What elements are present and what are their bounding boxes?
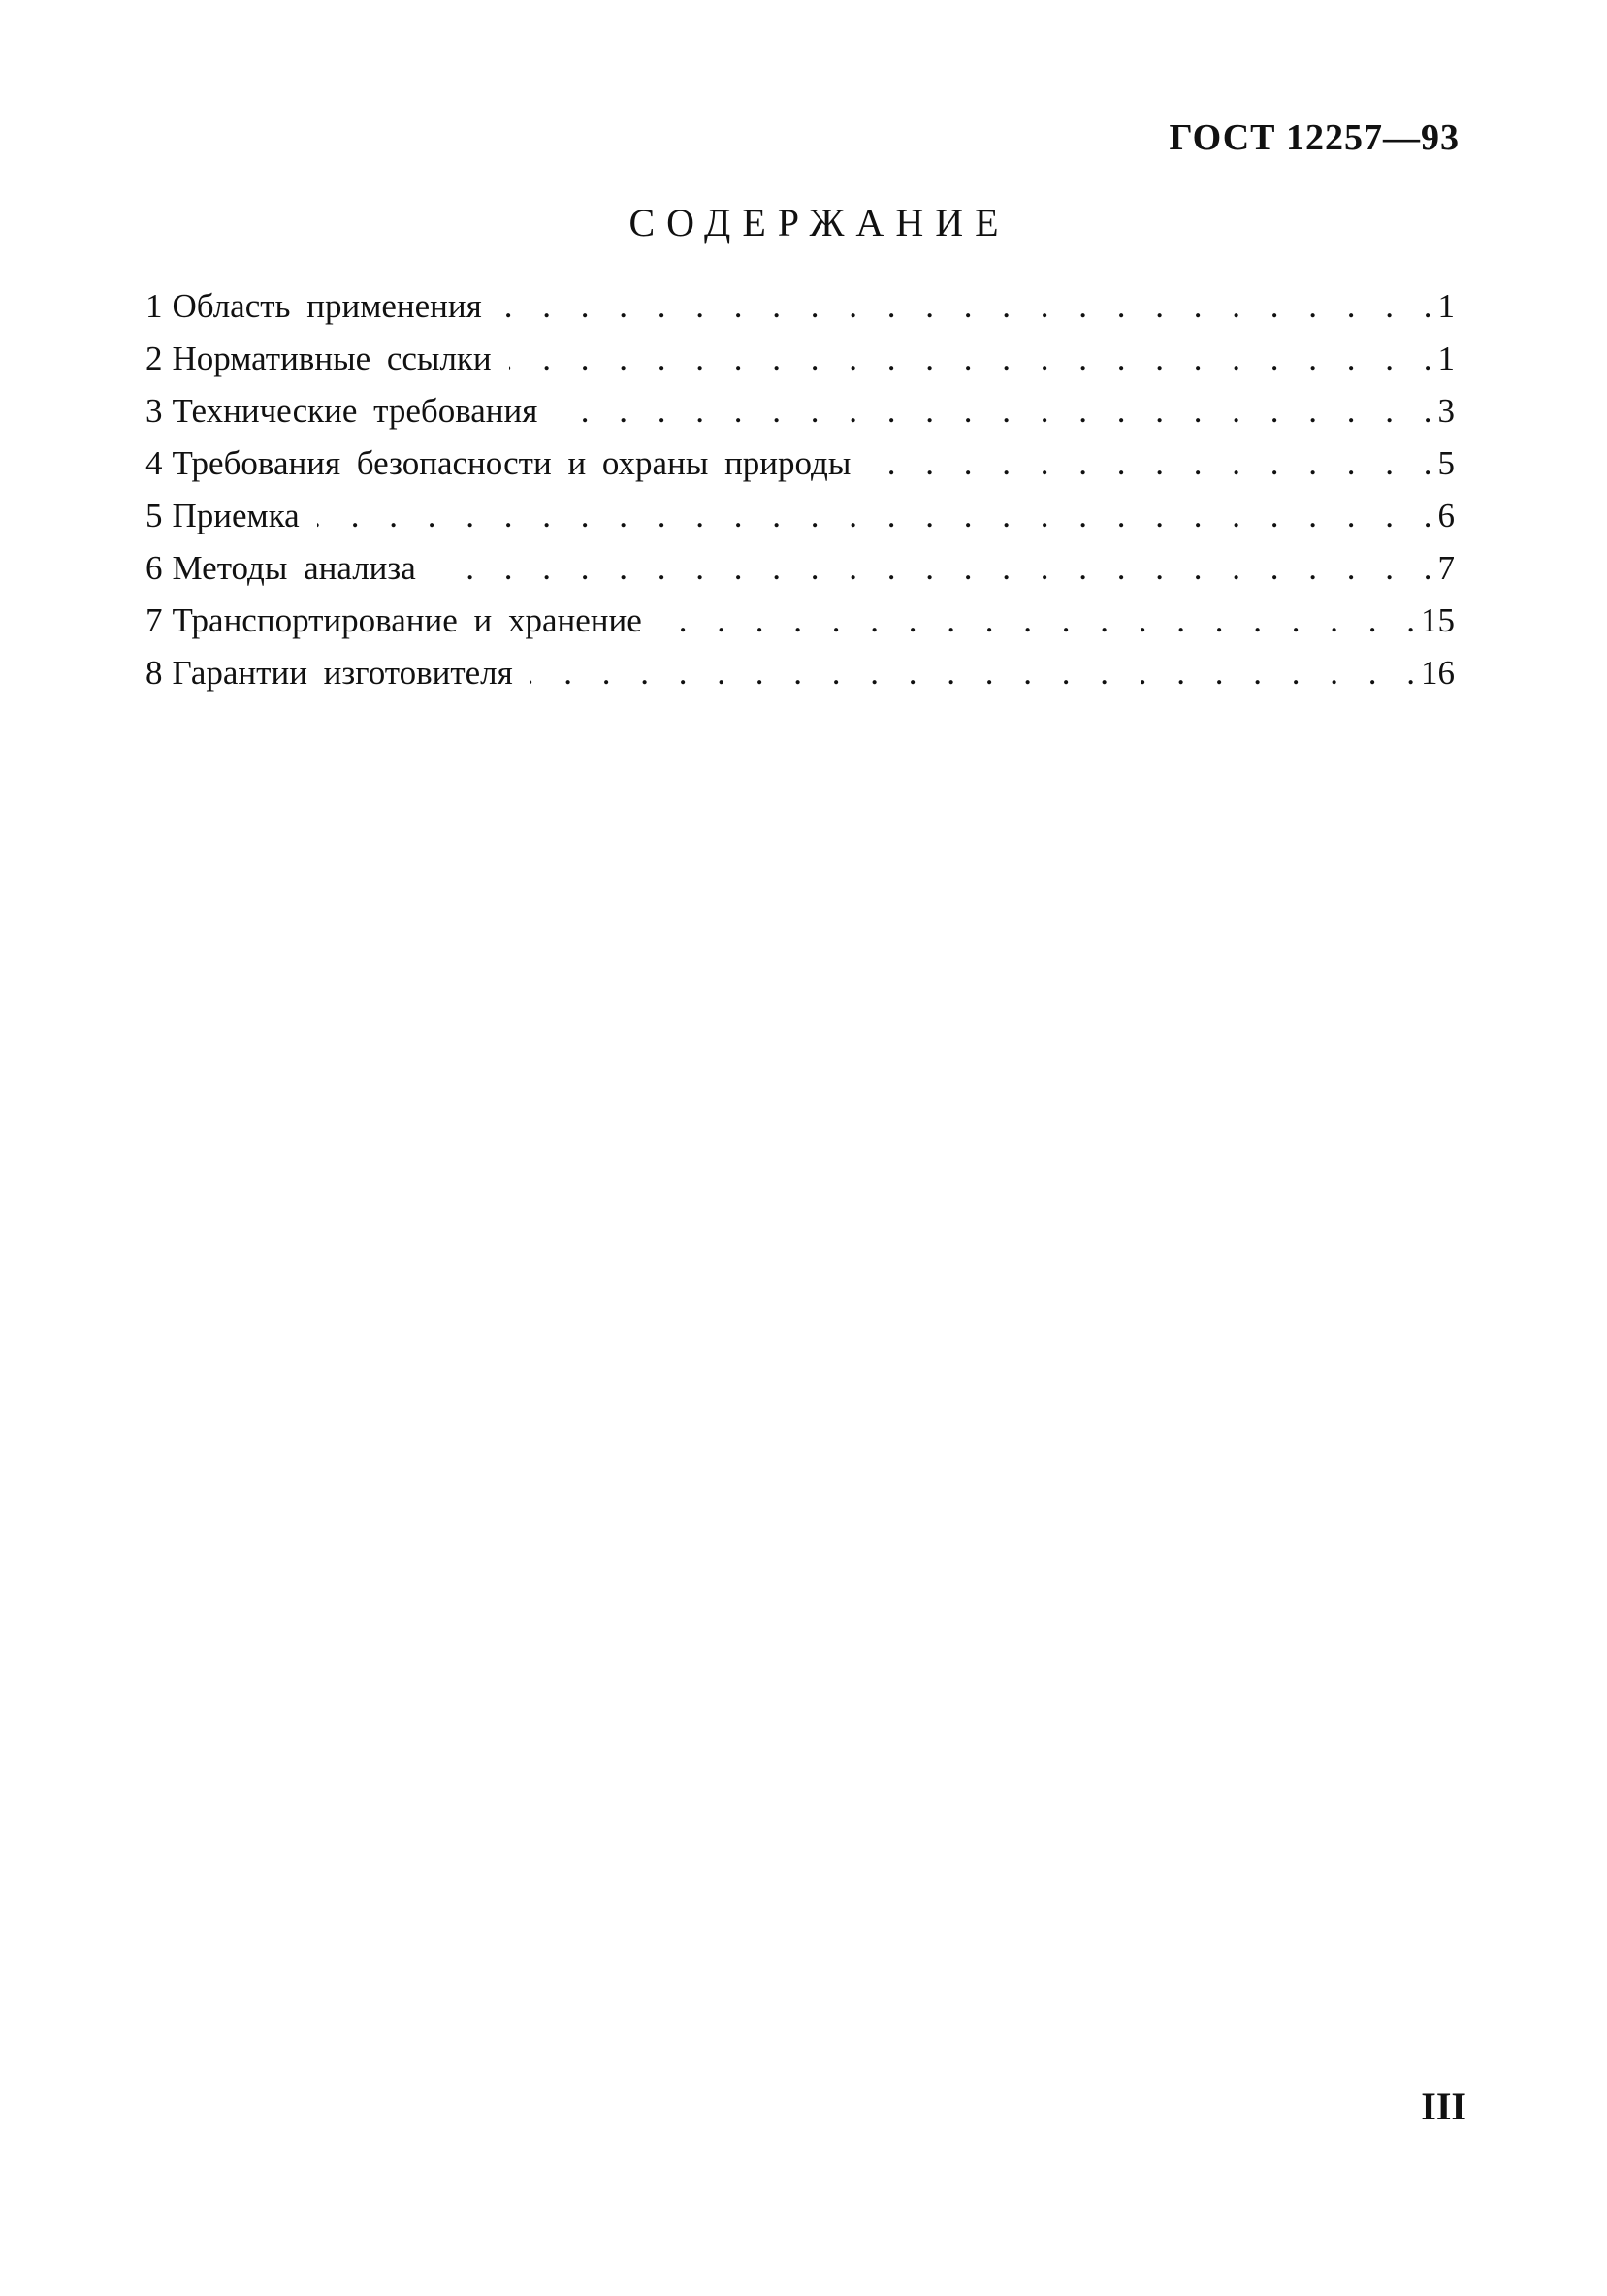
- toc-item-number: 6: [145, 549, 163, 587]
- toc-item-page: 16: [1421, 654, 1455, 692]
- toc-item-number: 4: [145, 444, 163, 482]
- toc-dot-leader: [499, 287, 1432, 326]
- toc-item-number: 5: [145, 497, 163, 534]
- toc-item-page: 5: [1437, 444, 1455, 482]
- toc-item[interactable]: [145, 444, 1455, 497]
- toc-item[interactable]: [145, 340, 1455, 392]
- toc-item-label: Транспортирование и хранение: [172, 601, 642, 639]
- toc-item-number: 1: [145, 287, 163, 325]
- document-code: ГОСТ 12257—93: [1169, 117, 1460, 158]
- toc-item-page: 7: [1437, 549, 1455, 587]
- toc-item-number: 3: [145, 392, 163, 430]
- toc-item-number: 8: [145, 654, 163, 692]
- toc-item[interactable]: [145, 392, 1455, 444]
- toc-item[interactable]: [145, 497, 1455, 549]
- toc-dot-leader: [317, 497, 1432, 535]
- toc-item-label: Гарантии изготовителя: [172, 654, 513, 692]
- toc-item-label: Требования безопасности и охраны природы: [172, 444, 852, 482]
- toc-item[interactable]: [145, 654, 1455, 706]
- toc-item[interactable]: [145, 601, 1455, 654]
- toc-item-page: 15: [1421, 601, 1455, 639]
- toc-title: СОДЕРЖАНИЕ: [628, 201, 1011, 244]
- toc-item-page: 1: [1437, 340, 1455, 377]
- toc-item-number: 7: [145, 601, 163, 639]
- toc-dot-leader: [530, 654, 1415, 693]
- toc-item-label: Нормативные ссылки: [172, 340, 492, 377]
- toc-dot-leader: [659, 601, 1415, 640]
- toc-item-number: 2: [145, 340, 163, 377]
- table-of-contents: [145, 287, 1455, 706]
- toc-item-page: 6: [1437, 497, 1455, 534]
- toc-item[interactable]: [145, 549, 1455, 601]
- toc-dot-leader: [509, 340, 1432, 378]
- toc-item-label: Методы анализа: [172, 549, 416, 587]
- toc-dot-leader: [434, 549, 1432, 588]
- toc-item-page: 1: [1437, 287, 1455, 325]
- toc-dot-leader: [555, 392, 1431, 431]
- toc-item-label: Технические требования: [172, 392, 538, 430]
- toc-item[interactable]: [145, 287, 1455, 340]
- toc-dot-leader: [868, 444, 1431, 483]
- toc-item-label: Приемка: [172, 497, 300, 534]
- toc-item-label: Область применения: [172, 287, 482, 325]
- page-number: III: [1421, 2085, 1466, 2128]
- toc-item-page: 3: [1437, 392, 1455, 430]
